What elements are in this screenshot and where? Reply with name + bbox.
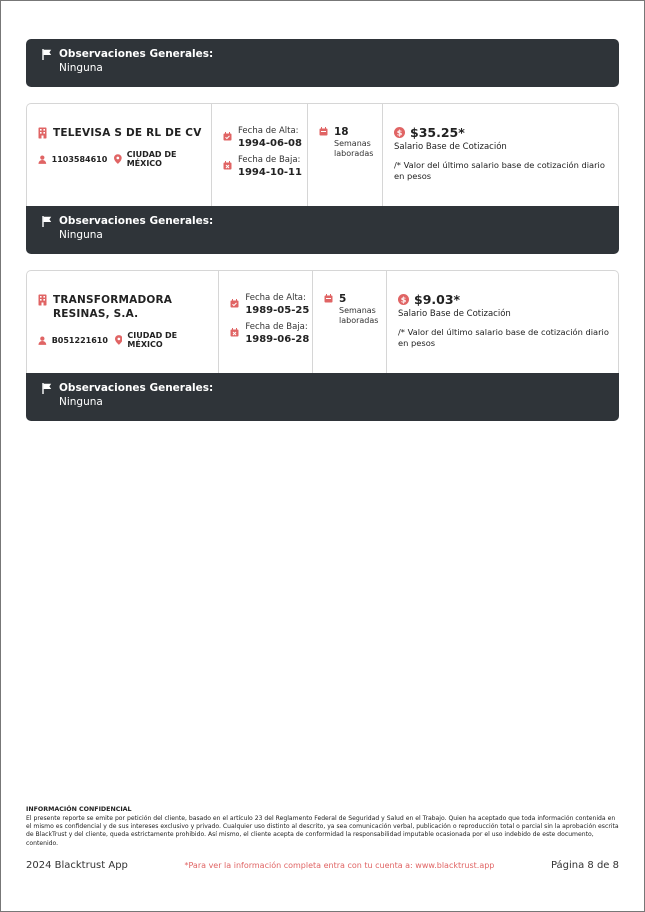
weeks-column <box>308 104 383 206</box>
calendar-icon <box>319 127 328 136</box>
dollar-circle-icon <box>394 127 405 138</box>
weeks-label: Semanas laboradas <box>334 139 374 158</box>
building-icon <box>38 127 47 139</box>
salary-note: /* Valor del último salario base de cotización diario en pesos <box>394 160 605 181</box>
svg-text:$: $ <box>396 128 403 138</box>
calendar-check-icon <box>230 299 239 308</box>
alta-date: 1994-06-08 <box>238 138 302 149</box>
salary-column <box>383 104 618 206</box>
page-number: Página 8 de 8 <box>550 860 619 871</box>
salary-label: Salario Base de Cotización <box>394 142 507 152</box>
observations-value: Ninguna <box>59 229 103 241</box>
baja-label: Fecha de Baja: <box>245 322 308 332</box>
footer-link-note[interactable]: *Para ver la información completa entra con tu cuenta a: www.blacktrust.app <box>184 861 495 870</box>
page-footer <box>26 860 619 871</box>
observations-title: Observaciones Generales: <box>59 382 214 394</box>
salary-note: /* Valor del último salario base de cotización diario en pesos <box>398 327 609 348</box>
salary-label: Salario Base de Cotización <box>398 309 511 319</box>
flag-icon <box>42 216 52 227</box>
alta-label: Fecha de Alta: <box>238 126 299 136</box>
observations-value: Ninguna <box>59 396 103 408</box>
svg-text:$: $ <box>400 295 407 305</box>
salary-value: $9.03* <box>414 292 461 307</box>
baja-label: Fecha de Baja: <box>238 155 301 165</box>
calendar-x-icon <box>223 161 232 170</box>
company-column <box>27 104 212 206</box>
company-name: TELEVISA S DE RL DE CV <box>53 127 202 139</box>
confidential-title: INFORMACIÓN CONFIDENCIAL <box>26 806 132 813</box>
dates-column <box>219 271 313 373</box>
user-icon <box>38 336 47 345</box>
calendar-icon <box>324 294 333 303</box>
dollar-circle-icon <box>398 294 409 305</box>
location: CIUDAD DE MÉXICO <box>126 150 177 168</box>
weeks-count: 18 <box>334 126 349 138</box>
location-pin-icon <box>114 154 122 164</box>
salary-value: $35.25* <box>410 125 465 140</box>
alta-date: 1989-05-25 <box>245 305 310 316</box>
calendar-x-icon <box>230 328 239 337</box>
employment-card <box>26 103 619 206</box>
registry-id: 1103584610 <box>51 154 108 164</box>
observations-title: Observaciones Generales: <box>59 48 214 60</box>
company-name: TRANSFORMADORA RESINAS, S.A. <box>53 294 173 320</box>
salary-column <box>387 271 618 373</box>
weeks-count: 5 <box>339 293 347 305</box>
observations-value: Ninguna <box>59 62 103 74</box>
weeks-label: Semanas laboradas <box>339 306 379 325</box>
building-icon <box>38 294 47 306</box>
flag-icon <box>42 49 52 60</box>
location-pin-icon <box>115 335 123 345</box>
flag-icon <box>42 383 52 394</box>
observations-title: Observaciones Generales: <box>59 215 214 227</box>
calendar-check-icon <box>223 132 232 141</box>
baja-date: 1994-10-11 <box>238 167 302 178</box>
company-column <box>27 271 219 373</box>
footer-copyright: 2024 Blacktrust App <box>26 860 128 871</box>
registry-id: B051221610 <box>51 335 108 345</box>
dates-column <box>212 104 308 206</box>
alta-label: Fecha de Alta: <box>245 293 306 303</box>
location: CIUDAD DE MÉXICO <box>127 331 178 349</box>
observations-bar <box>26 206 619 254</box>
baja-date: 1989-06-28 <box>245 334 310 345</box>
observations-bar <box>26 39 619 87</box>
employment-card <box>26 270 619 373</box>
confidential-text: El presente reporte se emite por petición del cliente, basado en el artículo 23 del Reglamento Federal de Seguridad y Salud en el Trabajo. Quien ha aceptado que toda información contenida en el mismo es confidencial y de sus intereses exclusivo y privado. Cualquier uso distinto al descrito, ya sea comunicación verbal, publicación o reproducción total o parcial sin la aprobación escrita de BlackTrust y del cliente, queda estrictamente prohibido. Así mismo, el cliente acepta de conformidad la responsabilidad imputable ocasionada por el uso indebido de este documento, contenido. <box>26 815 619 847</box>
user-icon <box>38 155 47 164</box>
weeks-column <box>313 271 387 373</box>
observations-bar <box>26 373 619 421</box>
